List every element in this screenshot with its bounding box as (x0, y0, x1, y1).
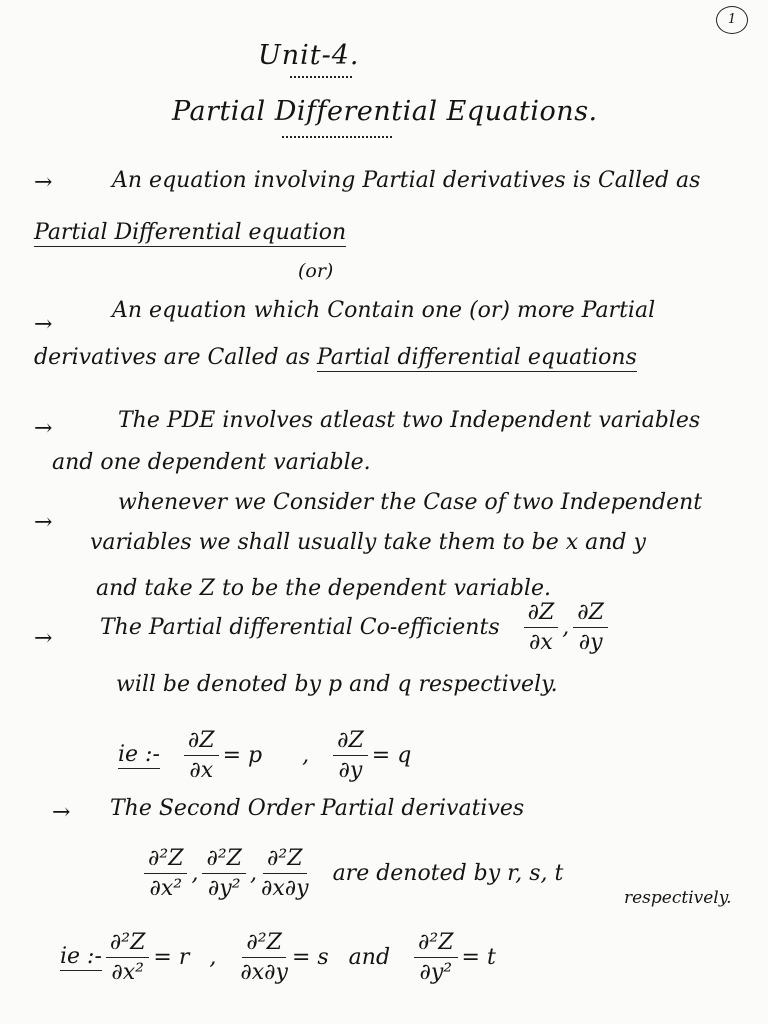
eq2-row: $\frac{\text{∂²Z}}{\text{∂x²}}$ , $\frac{\text{∂²Z}}{\text{∂y²}}$ , $\frac{\text{∂²Z}}{\partial x\partial y}$ are denoted by r, s, t (140, 846, 563, 901)
arrow-icon: → (34, 510, 53, 535)
point3-line1: The PDE involves atleast two Independent variables (118, 408, 701, 433)
arrow-icon: → (34, 312, 53, 337)
eq2-text: are denoted by r, s, t (332, 861, 564, 886)
def2-line1: An equation which Contain one (or) more Partial (112, 298, 656, 323)
dz-dy-fraction: $\frac{\partial Z}{\partial y}$ (573, 600, 608, 655)
eq1-fraction-1: $\frac{\partial Z}{\partial x}$ (184, 728, 219, 783)
main-title: Partial Differential Equations. (172, 96, 598, 127)
eq1-rhs1: = p (222, 743, 263, 768)
dz-dx-fraction: $\frac{\partial Z}{\partial x}$ (524, 600, 559, 655)
def1-term-text: Partial Differential equation (34, 220, 347, 245)
eq1-ie: ie :- (118, 742, 160, 767)
unit-title: Unit-4. (258, 40, 360, 71)
unit-heading (258, 40, 360, 71)
d2z-dy2-fraction: $\frac{\text{∂²Z}}{\text{∂y²}}$ (202, 846, 245, 901)
eq3-fraction-1: $\frac{\text{∂²Z}}{\text{∂x²}}$ (106, 930, 149, 985)
point4-line1: whenever we Consider the Case of two Independent (118, 490, 703, 515)
main-title-block (172, 96, 598, 127)
d2z-dx2-fraction: $\frac{\text{∂²Z}}{\text{∂x²}}$ (144, 846, 187, 901)
arrow-icon: → (34, 416, 53, 441)
point6-line1: The Second Order Partial derivatives (110, 796, 525, 821)
def2-term: Partial differential equations (316, 345, 637, 370)
point5-row: The Partial differential Co-efficients $\frac{\partial Z}{\partial x}$ , $\frac{\partial Z}{\partial y}$ (100, 600, 612, 655)
eq1-fraction-2: $\frac{\partial Z}{\partial y}$ (333, 728, 368, 783)
point5-line2: will be denoted by p and q respectively. (116, 672, 558, 697)
eq3-row: ie :- $\frac{\text{∂²Z}}{\text{∂x²}}$ = r , $\frac{\text{∂²Z}}{\partial x\partial y}$ = s and $\frac{\text{∂²Z}}{\text{∂y²}}$ = t (60, 930, 496, 985)
page-number: 1 (716, 6, 748, 34)
eq3-rhs2: = s (291, 945, 329, 970)
eq3-rhs1: = r (153, 945, 190, 970)
eq1-row: ie :- $\frac{\partial Z}{\partial x}$ = p , $\frac{\partial Z}{\partial y}$ = q (118, 728, 412, 783)
eq3-rhs3: = t (461, 945, 496, 970)
unit-underline (290, 76, 352, 78)
eq3-fraction-3: $\frac{\text{∂²Z}}{\text{∂y²}}$ (414, 930, 457, 985)
eq3-ie: ie :- (60, 944, 102, 969)
def2-line2 (34, 345, 637, 370)
def1-line1: An equation involving Partial derivatives is Called as (112, 168, 701, 193)
eq3-fraction-2: $\frac{\text{∂²Z}}{\partial x\partial y}$ (240, 930, 288, 985)
arrow-icon: → (34, 170, 53, 195)
eq3-and: and (348, 945, 391, 970)
arrow-icon: → (34, 626, 53, 651)
point4-line2: variables we shall usually take them to be x and y (90, 530, 646, 555)
point3-line2: and one dependent variable. (52, 450, 371, 475)
arrow-icon: → (52, 800, 71, 825)
point4-line3: and take Z to be the dependent variable. (96, 576, 551, 601)
eq1-rhs2: = q (371, 743, 412, 768)
def1-or: (or) (298, 260, 334, 282)
point5-line1: The Partial differential Co-efficients (100, 615, 500, 640)
eq2-text2: respectively. (624, 888, 732, 908)
title-underline (282, 136, 392, 138)
def1-term (34, 220, 346, 245)
def2-line2-start: derivatives are Called as (34, 345, 310, 370)
d2z-dxdy-fraction: $\frac{\text{∂²Z}}{\partial x\partial y}$ (260, 846, 309, 901)
